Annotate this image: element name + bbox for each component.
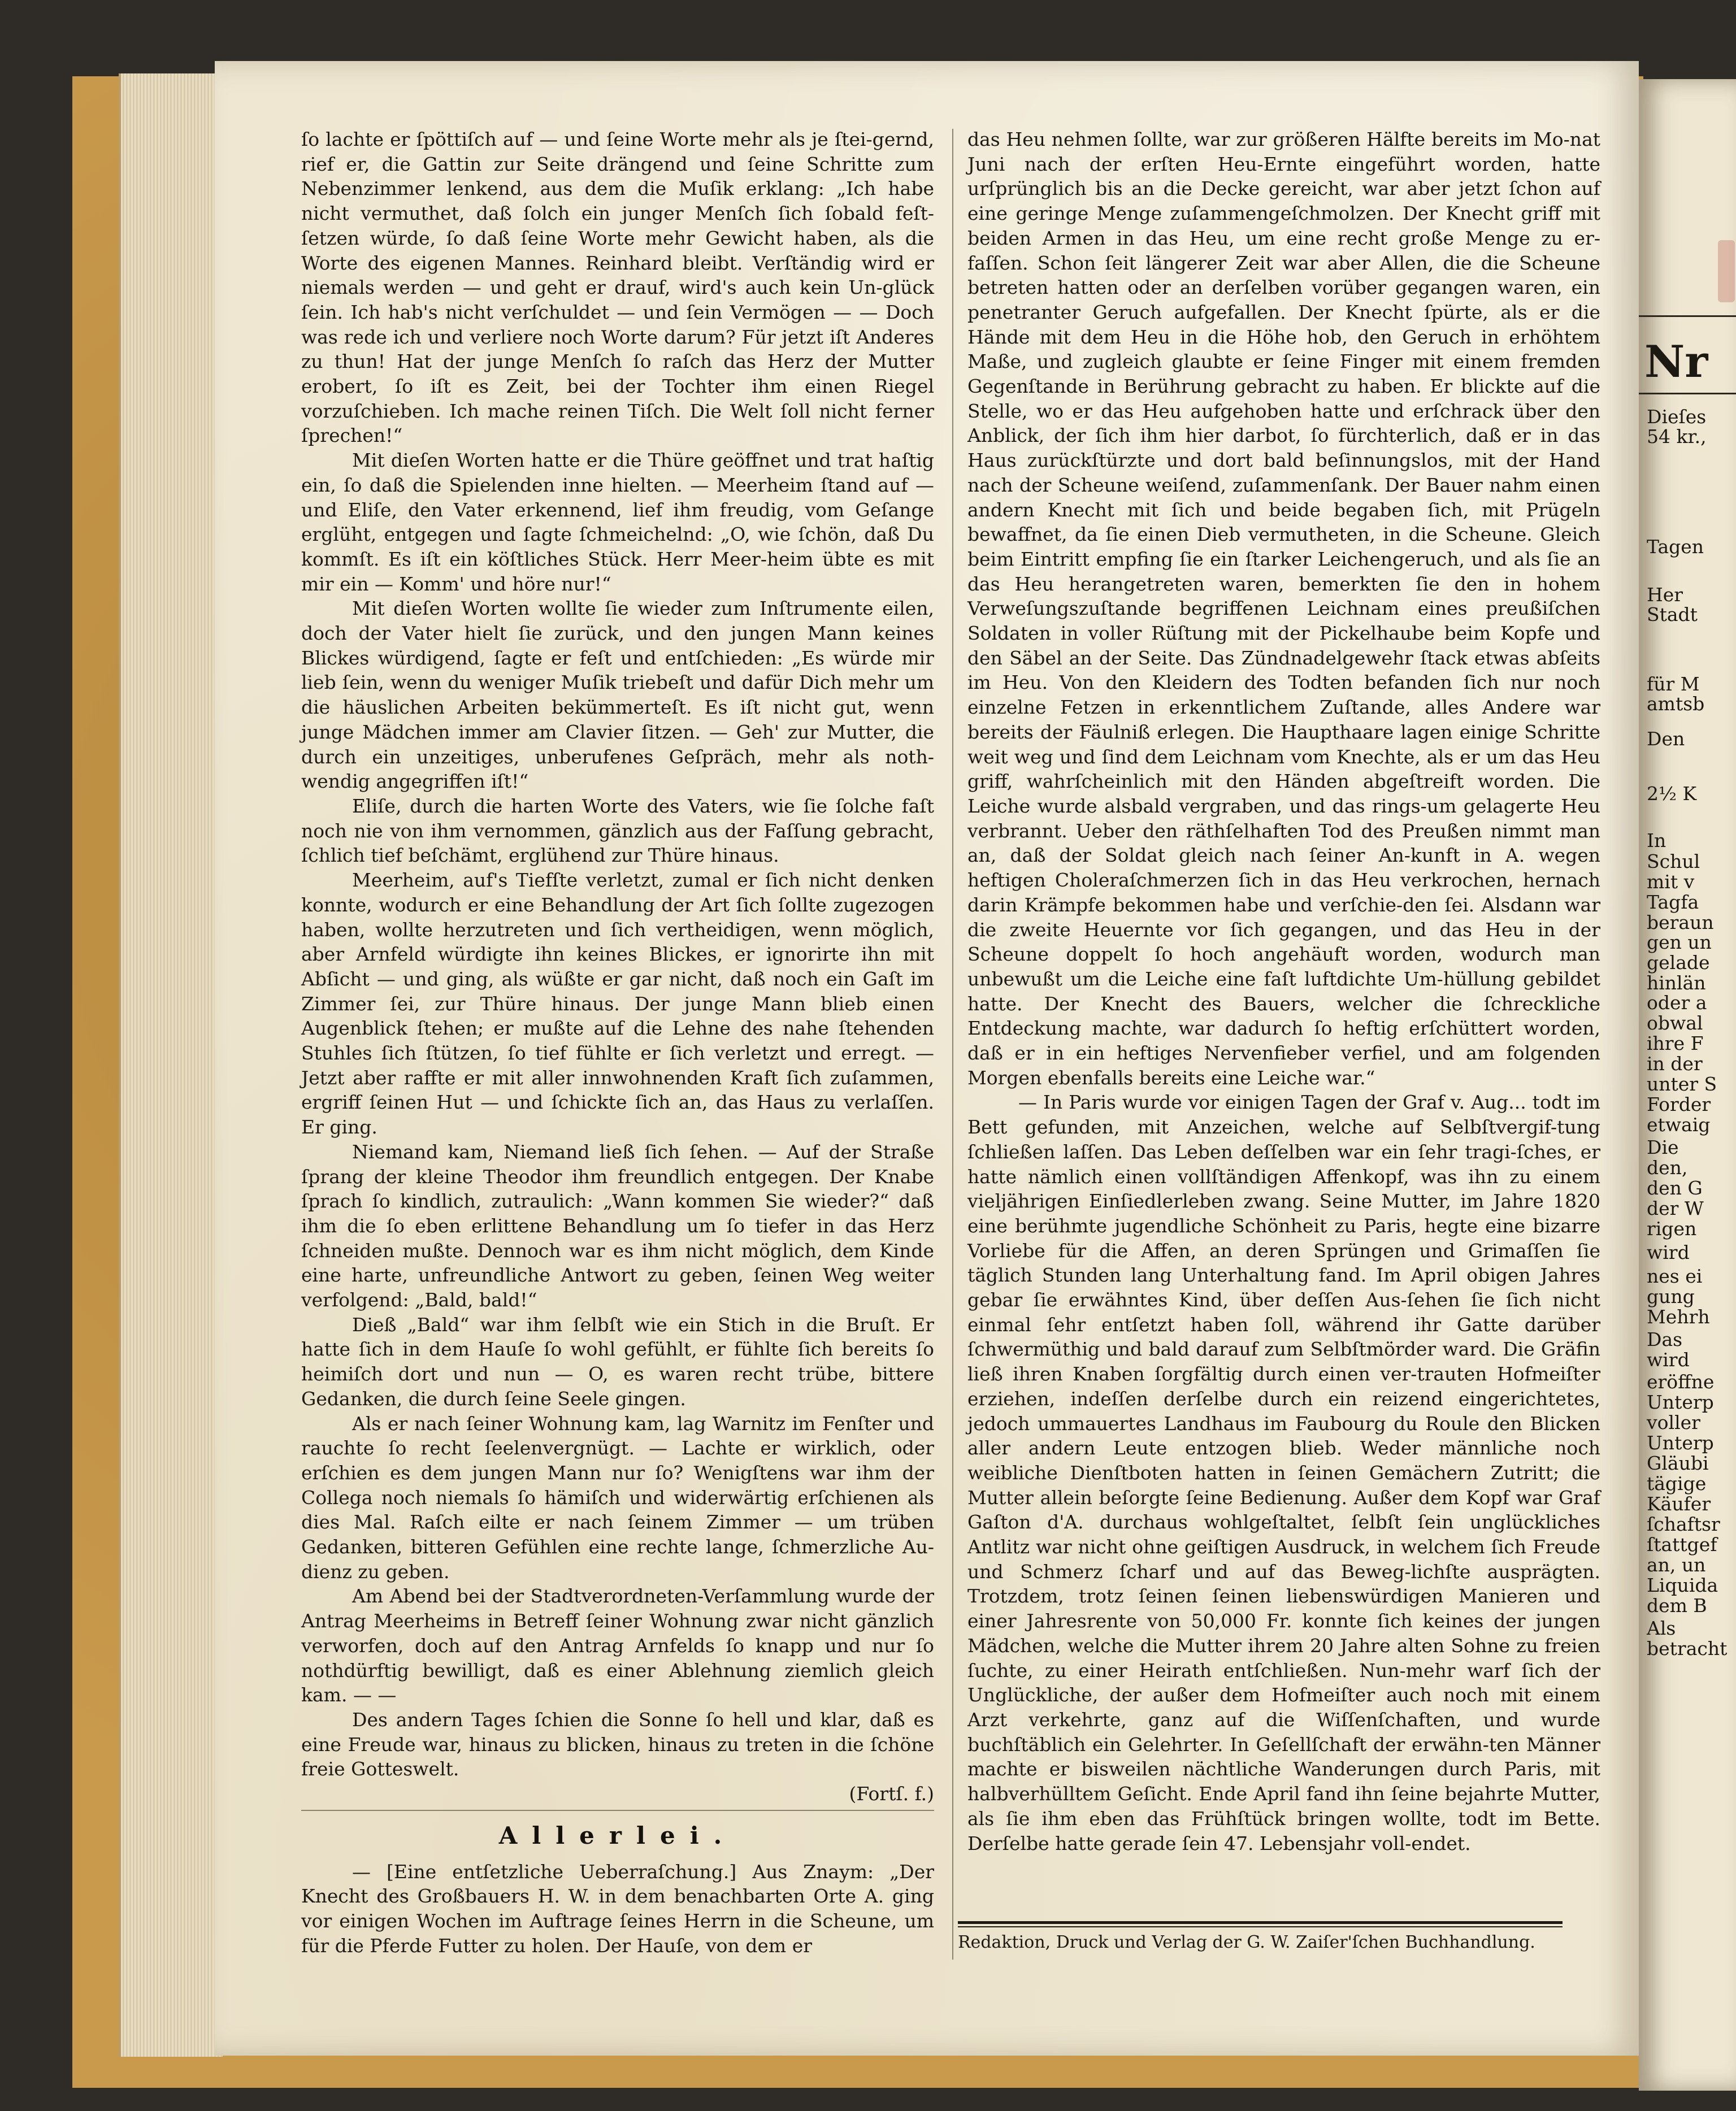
publisher-imprint: Redaktion, Druck und Verlag der G. W. Zaiſer'ſchen Buchhandlung. [958,1932,1535,1952]
adjacent-page-line: ſtattgef [1647,1534,1717,1556]
right-paragraph-1: das Heu nehmen ſollte, war zur größeren Hälfte bereits im Mo-nat Juni nach der erſten Heu-Ernte eingeführt worden, hatte urſprünglich bis an die Decke gereicht, war aber jetzt ſchon auf eine geringe Menge zuſammengeſchmolzen. Der Knecht griff mit beiden Armen in das Heu, um eine recht große Menge zu er-faſſen. Schon ſeit längerer Zeit war aber Allen, die die Scheune betreten hatten oder an derſelben vorüber gegangen waren, ein penetranter Geruch aufgefallen. Der Knecht ſpürte, als er die Hände mit dem Heu in die Höhe hob, den Geruch in erhöhtem Maße, und zugleich glaubte er ſeine Finger mit einem fremden Gegenſtande in Berührung gebracht zu haben. Er blickte auf die Stelle, wo er das Heu aufgehoben hatte und erſchrack über den Anblick, der ſich ihm hier darbot, ſo fürchterlich, daß er in das Haus zurückſtürzte und dort bald beſinnungslos, mit der Hand nach der Scheune weiſend, zuſammenſank. Der Bauer nahm einen andern Knecht mit ſich und beide begaben ſich, mit Prügeln bewaffnet, da ſie einen Dieb vermutheten, in die Scheune. Gleich beim Eintritt empfing ſie ein ſtarker Leichengeruch, und als ſie an das Heu herangetreten waren, bemerkten ſie den in hohem Verweſungszuſtande begriffenen Leichnam eines preußiſchen Soldaten in voller Rüſtung mit der Pickelhaube beim Kopfe und den Säbel an der Seite. Das Zündnadelgewehr ſtack etwas abſeits im Heu. Von den Kleidern des Todten befanden ſich nur noch einzelne Fetzen in erkenntlichem Zuſtande, alles Andere war bereits der Fäulniß erlegen. Die Haupthaare lagen einige Schritte weit weg und ſind dem Leichnam vom Knechte, als er um das Heu griff, wahrſcheinlich mit den Händen abgeſtreift worden. Die Leiche wurde alsbald vergraben, und das rings-um gelagerte Heu verbrannt. Ueber den räthſelhaften Tod des Preußen nimmt man an, daß der Soldat gleich nach ſeiner An-kunft in A. wegen heftigen Choleraſchmerzen ſich in das Heu verkrochen, hernach darin Krämpfe bekommen habe und verſchie-den ſei. Alsdann war die zweite Heuernte vor ſich gegangen, und das Heu in der Scheune doppelt ſo hoch angehäuft worden, wodurch man unbewußt um die Leiche eine faſt luftdichte Um-hüllung gebildet hatte. Der Knecht des Bauers, welcher die ſchreckliche Entdeckung machte, war dadurch ſo heftig erſchüttert worden, daß er in ein heftiges Nervenfieber verfiel, und am folgenden Morgen ebenfalls bereits eine Leiche war.“ [967,128,1600,1089]
adjacent-page-line: amtsb [1647,693,1705,715]
adjacent-page-line: eröffne [1647,1371,1715,1393]
left-paragraph-9: Am Abend bei der Stadtverordneten-Verſammlung wurde der Antrag Meerheims in Betreff ſeiner Wohnung zwar nicht gänzlich verworfen, doch auf den Antrag Arnfelds ſo knapp und nur ſo nothdürftig bewilligt, daß es einer Ablehnung ziemlich gleich kam. — — [301,1585,934,1706]
adjacent-page-line: tägige [1647,1473,1707,1495]
adjacent-page-line: Forder [1647,1093,1711,1115]
adjacent-page-line: In [1647,829,1666,852]
left-paragraph-4: Eliſe, durch die harten Worte des Vaters, wie ſie ſolche faſt noch nie von ihm vernommen, gänzlich aus der Faſſung gebracht, ſchlich tief beſchämt, erglühend zur Thüre hinaus. [301,794,934,867]
adjacent-page-line: den, [1647,1157,1688,1179]
adjacent-page-line: Die [1647,1136,1679,1158]
adjacent-page-line: gung [1647,1285,1695,1308]
footer-rule-thin [958,1926,1563,1927]
left-paragraph-10: Des andern Tages ſchien die Sonne ſo hell und klar, daß es eine Freude war, hinaus zu blicken, hinaus zu treten in die ſchöne freie Gotteswelt. [301,1709,934,1780]
adjacent-page-line: den G [1647,1177,1703,1199]
adjacent-page-line: obwal [1647,1012,1703,1034]
left-column [301,127,934,1958]
section-divider [301,1810,934,1811]
adjacent-page-line: ihre F [1647,1032,1704,1054]
adjacent-page-line: Tagen [1647,536,1704,558]
adjacent-page-line: gelade [1647,952,1710,974]
footer-rule [958,1921,1563,1924]
adjacent-page-line: wird [1647,1241,1690,1263]
adjacent-page-line: Liquida [1647,1574,1718,1596]
adjacent-page-line: rigen [1647,1218,1697,1240]
continuation-note: (Fortſ. f.) [849,1783,934,1805]
adjacent-page-title: Nr [1644,336,1708,388]
adjacent-page-line: Das [1647,1328,1683,1350]
adjacent-page-line: Tagfa [1647,891,1699,913]
title-rule-bottom [1639,393,1736,394]
adjacent-page-line: dem B [1647,1595,1707,1617]
page-edges [119,73,223,2057]
left-paragraph-1: ſo lachte er ſpöttiſch auf — und ſeine Worte mehr als je ſtei-gernd, rief er, die Gattin zur Seite drängend und ſeine Schritte zum Nebenzimmer lenkend, aus dem die Muſik erklang: „Ich habe nicht vermuthet, daß ſolch ein junger Menſch ſich ſobald feſt-ſetzen würde, ſo daß ſeine Worte mehr Gewicht haben, als die Worte des eigenen Mannes. Reinhard bleibt. Verſtändig wird er niemals werden — und geht er drauf, wird's auch kein Un-glück ſein. Ich hab's nicht verſchuldet — und ſein Vermögen — — Doch was rede ich und verliere noch Worte darum? Für jetzt iſt Anderes zu thun! Hat der junge Menſch ſo raſch das Herz der Mutter erobert, ſo iſt es Zeit, bei der Tochter ihm einen Riegel vorzuſchieben. Ich mache reinen Tiſch. Die Welt ſoll nicht ferner ſprechen!“ [301,128,934,447]
adjacent-page-line: für M [1647,673,1700,695]
adjacent-page-line: in der [1647,1053,1703,1075]
adjacent-page-line: Unterp [1647,1391,1714,1413]
adjacent-page-line: hinlän [1647,972,1706,994]
left-paragraph-5: Meerheim, auf's Tiefſte verletzt, zumal er ſich nicht denken konnte, wodurch er eine Behandlung der Art ſich ſollte zugezogen haben, wollte herzutreten und ſich vertheidigen, wenn möglich, aber Arnfeld würdigte ihn keines Blickes, er ignorirte ihn mit Abſicht — und ging, als wüßte er gar nicht, daß noch ein Gaſt im Zimmer ſei, zur Thüre hinaus. Der junge Mann blieb einen Augenblick ſtehen; er mußte auf die Lehne des nahe ſtehenden Stuhles ſich ſtützen, ſo tief fühlte er ſich verletzt und erregt. — Jetzt aber raffte er mit aller innwohnenden Kraft ſich zuſammen, ergriff ſeinen Hut — und ſchickte ſich an, das Haus zu verlaſſen. Er ging. [301,869,934,1139]
adjacent-page-line: unter S [1647,1073,1717,1095]
left-paragraph-3: Mit dieſen Worten wollte ſie wieder zum Inſtrumente eilen, doch der Vater hielt ſie zurück, und den jungen Mann keines Blickes würdigend, ſagte er feſt und entſchieden: „Es würde mir lieb ſein, wenn du weniger Muſik triebeſt und dafür Dich mehr um die häuslichen Arbeiten bekümmerteſt. Es iſt nicht gut, wenn junge Mädchen immer am Clavier ſitzen. — Geh' zur Mutter, die durch ein unzeitiges, unberufenes Geſpräch, mehr als noth-wendig angegriffen iſt!“ [301,597,934,793]
left-paragraph-6: Niemand kam, Niemand ließ ſich ſehen. — Auf der Straße ſprang der kleine Theodor ihm freundlich entgegen. Der Knabe ſprach ſo kindlich, zutraulich: „Wann kommen Sie wieder?“ daß ihm die ſo eben erlittene Behandlung um ſo tiefer in das Herz ſchneiden mußte. Dennoch war es ihm nicht möglich, dem Kinde eine harte, unfreundliche Antwort zu geben, ſeinen Weg weiter verfolgend: „Bald, bald!“ [301,1140,934,1311]
left-paragraph-2: Mit dieſen Worten hatte er die Thüre geöffnet und trat haſtig ein, ſo daß die Spielenden inne hielten. — Meerheim ſtand auf — und Eliſe, den Vater erkennend, lief ihm freudig, vom Geſange erglüht, entgegen und ſagte ſchmeichelnd: „O, wie ſchön, daß Du kommſt. Es iſt ein köſtliches Stück. Herr Meer-heim übte es mit mir ein — Komm' und höre nur!“ [301,449,934,595]
adjacent-page-line: an, un [1647,1554,1706,1576]
left-paragraph-8: Als er nach ſeiner Wohnung kam, lag Warnitz im Fenſter und rauchte ſo recht ſeelenvergnügt. — Lachte er wirklich, oder erſchien es dem jungen Mann nur ſo? Wenigſtens war ihm der Collega noch niemals ſo hämiſch und widerwärtig erſchienen als dies Mal. Raſch eilte er nach ſeinem Zimmer — um trüben Gedanken, bitteren Gefühlen eine rechte lange, ſchmerzliche Au-dienz zu geben. [301,1412,934,1583]
adjacent-page-line: wird [1647,1349,1690,1371]
adjacent-page-line: 2½ K [1647,783,1697,805]
adjacent-page-line: Mehrh [1647,1306,1710,1328]
adjacent-page-line: mit v [1647,871,1695,893]
adjacent-page-line: ſchaftsr [1647,1513,1720,1535]
adjacent-page-line: nes ei [1647,1265,1703,1287]
adjacent-page-line: voller [1647,1411,1700,1434]
adjacent-page-line: Gläubi [1647,1452,1709,1474]
right-column [967,127,1600,1856]
adjacent-page-line: Schul [1647,850,1700,872]
adjacent-page-line: Unterp [1647,1432,1714,1454]
adjacent-page-line: Den [1647,728,1685,750]
title-rule-top [1639,315,1736,317]
adjacent-page-line: oder a [1647,992,1707,1014]
adjacent-page-line: Dieſes [1647,406,1707,428]
adjacent-page-line: Käufer [1647,1493,1711,1515]
adjacent-page-line: Als [1647,1617,1676,1639]
section-heading-allerlei: Allerlei. [498,1821,737,1849]
adjacent-page-line: betracht [1647,1637,1728,1660]
adjacent-page-line: gen un [1647,931,1712,953]
library-stamp [1718,240,1735,302]
adjacent-page-line: beraun [1647,911,1714,933]
adjacent-page-fragment [1639,79,1736,2091]
adjacent-page-line: Her [1647,584,1683,606]
allerlei-paragraph: — [Eine entſetzliche Ueberraſchung.] Aus Znaym: „Der Knecht des Großbauers H. W. in dem benachbarten Orte A. ging vor einigen Wochen im Auftrage ſeines Herrn in die Scheune, um für die Pferde Futter zu holen. Der Hauſe, von dem er [301,1860,934,1957]
right-paragraph-2: — In Paris wurde vor einigen Tagen der Graf v. Aug... todt im Bett gefunden, mit Anzeichen, welche auf Selbſtvergif-tung ſchließen laſſen. Das Leben deſſelben war ein ſehr tragi-ſches, er hatte nämlich einen vollſtändigen Affenkopf, was ihn zu einem vieljährigen Einſiedlerleben zwang. Seine Mutter, im Jahre 1820 eine berühmte jugendliche Schönheit zu Paris, hegte eine bizarre Vorliebe für die Affen, an deren Sprüngen und Grimaſſen ſie täglich Stunden lang Unterhaltung fand. Im April obigen Jahres gebar ſie erwähntes Kind, über deſſen Aus-ſehen ſie ſich nicht einmal ſehr entſetzt haben ſoll, während ihr Gatte darüber ſchwermüthig und bald darauf zum Selbſtmörder ward. Die Gräfin ließ ihren Knaben ſorgfältig durch einen ver-trauten Hofmeiſter erziehen, indeſſen derſelbe durch ein reizend eingerichtetes, jedoch ummauertes Landhaus im Faubourg du Roule den Blicken aller andern Leute entzogen blieb. Weder männliche noch weibliche Dienſtboten hatten in ſeinen Gemächern Zutritt; die Mutter allein beſorgte ſeine Bedienung. Außer dem Kopf war Graf Gaſton d'A. durchaus wohlgeſtaltet, ſelbſt ſein unglückliches Antlitz war nicht ohne geiſtigen Ausdruck, in welchem ſich Freude und Schmerz ſcharf und auf das Beweg-lichſte ausprägten. Trotzdem, trotz ſeinen ſeinen liebenswürdigen Manieren und einer Jahresrente von 50,000 Fr. konnte ſich keines der jungen Mädchen, welche die Mutter ihrem 20 Jahre alten Sohne zu freien ſuchte, zu einer Heirath entſchließen. Nun-mehr warf ſich der Unglückliche, der außer dem Hofmeiſter auch noch mit einem Arzt verkehrte, ganz auf die Wiſſenſchaften, und wurde buchſtäblich ein Gelehrter. In Geſellſchaft der erwähn-ten Männer machte er bisweilen nächtliche Wanderungen durch Paris, mit halbverhülltem Geſicht. Ende April fand ihn ſeine bejahrte Mutter, als ſie ihm eben das Frühſtück bringen wollte, todt im Bette. Derſelbe hatte gerade ſein 47. Lebensjahr voll-endet. [967,1091,1600,1854]
adjacent-page-line: etwaig [1647,1114,1711,1136]
adjacent-page-line: der W [1647,1197,1704,1219]
column-divider [952,129,953,1960]
left-paragraph-7: Dieß „Bald“ war ihm ſelbſt wie ein Stich in die Bruſt. Er hatte ſich in dem Hauſe ſo wohl gefühlt, er fühlte ſich bereits ſo heimiſch dort und nun — O, es waren recht trübe, bittere Gedanken, die durch ſeine Seele gingen. [301,1313,934,1410]
adjacent-page-line: 54 kr., [1647,425,1707,448]
adjacent-page-line: Stadt [1647,603,1698,626]
